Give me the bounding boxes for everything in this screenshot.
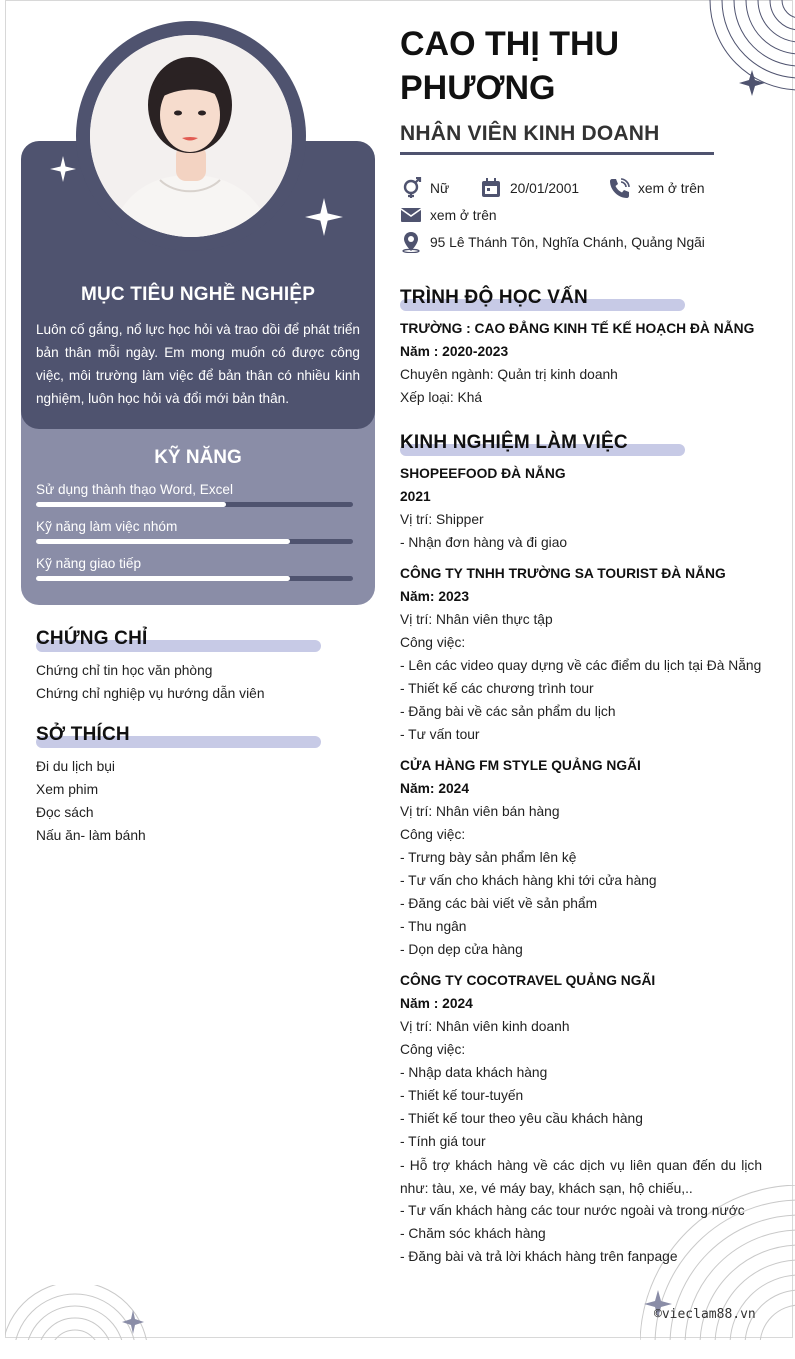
job-year: 2021: [400, 489, 431, 504]
job-task: - Nhận đơn hàng và đi giao: [400, 535, 568, 550]
phone-icon: [608, 177, 630, 199]
skills-title: KỸ NĂNG: [154, 447, 242, 468]
location-icon: [400, 231, 422, 253]
skill-bar-fill: [36, 539, 290, 544]
job-position: Vị trí: Shipper: [400, 512, 484, 527]
job-task: - Chăm sóc khách hàng: [400, 1226, 546, 1241]
phone-value: xem ở trên: [638, 180, 705, 196]
watermark: ©vieclam88.vn: [654, 1307, 756, 1322]
hobby-item: Nấu ăn- làm bánh: [36, 828, 146, 843]
hobby-item: Đi du lịch bụi: [36, 759, 115, 774]
skill-label: Sử dụng thành thạo Word, Excel: [36, 482, 234, 497]
job-task: - Đăng các bài viết về sản phẩm: [400, 896, 598, 911]
job-task: - Hỗ trợ khách hàng về các dịch vụ liên quan đến du lịch như: tàu, xe, vé máy bay, khách sạn, hộ chiếu,..: [400, 1158, 762, 1196]
job-position: Vị trí: Nhân viên kinh doanh: [400, 1019, 570, 1034]
skill-bar: [36, 502, 353, 507]
objective-panel-bottom: [21, 410, 375, 429]
calendar-icon: [480, 177, 502, 199]
gender-value: Nữ: [430, 180, 450, 196]
job-year: Năm: 2024: [400, 781, 470, 796]
job-task: - Thiết kế tour-tuyến: [400, 1088, 524, 1103]
decorative-rings-bottom-left: [5, 1285, 150, 1340]
job-position: Vị trí: Nhân viên bán hàng: [400, 804, 560, 819]
objective-title: MỤC TIÊU NGHỀ NGHIỆP: [80, 284, 316, 305]
job-year: Năm : 2024: [400, 996, 473, 1011]
skill-bar: [36, 576, 353, 581]
skill-label: Kỹ năng giao tiếp: [36, 556, 142, 571]
job-task: - Đăng bài về các sản phẩm du lịch: [400, 704, 616, 719]
mail-icon: [400, 204, 422, 226]
job-company: CỬA HÀNG FM STYLE QUẢNG NGÃI: [400, 758, 641, 773]
certificate-item: Chứng chỉ tin học văn phòng: [36, 663, 213, 678]
job-task: - Nhập data khách hàng: [400, 1065, 548, 1080]
job-title: NHÂN VIÊN KINH DOANH: [400, 122, 660, 145]
hobby-item: Đọc sách: [36, 805, 94, 820]
job-company: CÔNG TY COCOTRAVEL QUẢNG NGÃI: [400, 973, 656, 988]
experience-title: KINH NGHIỆM LÀM VIỆC: [400, 432, 628, 453]
skill-label: Kỹ năng làm việc nhóm: [36, 519, 178, 534]
objective-text: Luôn cố gắng, nổ lực học hỏi và trao dồi để phát triển bản thân mỗi ngày. Em mong muốn có được công việc, môi trường làm việc để bản thân có nhiều kinh nghiệm, luôn học hỏi và đổi mới bản thân.: [36, 322, 360, 406]
skill-bar-fill: [36, 502, 226, 507]
job-work-label: Công việc:: [400, 635, 466, 650]
education-years: Năm : 2020-2023: [400, 344, 509, 359]
education-school: TRƯỜNG : CAO ĐẲNG KINH TẾ KẾ HOẠCH ĐÀ NẴNG: [400, 321, 755, 336]
skill-bar-fill: [36, 576, 290, 581]
job-task: - Tư vấn tour: [400, 727, 480, 742]
contact-gender: [400, 177, 449, 199]
hobbies-title: SỞ THÍCH: [36, 724, 130, 745]
contact-phone: [608, 177, 705, 199]
job-task: - Thiết kế tour theo yêu cầu khách hàng: [400, 1111, 643, 1126]
candidate-name: CAO THỊ THU PHƯƠNG: [400, 25, 620, 107]
avatar: [90, 35, 292, 237]
certificates-title: CHỨNG CHỈ: [36, 628, 148, 649]
job-task: - Tính giá tour: [400, 1134, 486, 1149]
job-task: - Trưng bày sản phẩm lên kệ: [400, 850, 577, 865]
job-task: - Đăng bài và trả lời khách hàng trên fanpage: [400, 1249, 678, 1264]
job-company: SHOPEEFOOD ĐÀ NẴNG: [400, 466, 566, 481]
contact-address: [400, 231, 705, 253]
email-value: xem ở trên: [430, 207, 497, 223]
education-grade: Xếp loại: Khá: [400, 390, 483, 405]
address-value: 95 Lê Thánh Tôn, Nghĩa Chánh, Quảng Ngãi: [430, 234, 705, 250]
job-work-label: Công việc:: [400, 827, 466, 842]
sparkle-icon: [305, 198, 343, 236]
education-major: Chuyên ngành: Quản trị kinh doanh: [400, 367, 618, 382]
birthday-value: 20/01/2001: [510, 180, 580, 196]
gender-icon: [400, 177, 422, 199]
job-title-underline: [400, 152, 714, 155]
job-position: Vị trí: Nhân viên thực tập: [400, 612, 553, 627]
contact-birthday: [480, 177, 579, 199]
job-task: - Thiết kế các chương trình tour: [400, 681, 594, 696]
sparkle-icon: [50, 156, 76, 182]
job-task: - Thu ngân: [400, 919, 467, 934]
job-company: CÔNG TY TNHH TRƯỜNG SA TOURIST ĐÀ NẴNG: [400, 566, 726, 581]
job-task: - Tư vấn cho khách hàng khi tới cửa hàng: [400, 873, 657, 888]
hobby-item: Xem phim: [36, 782, 99, 797]
job-task: - Tư vấn khách hàng các tour nước ngoài và trong nước: [400, 1203, 745, 1218]
education-title: TRÌNH ĐỘ HỌC VẤN: [400, 287, 588, 308]
contact-email: [400, 204, 497, 226]
job-work-label: Công việc:: [400, 1042, 466, 1057]
job-task: - Lên các video quay dựng về các điểm du lịch tại Đà Nẵng: [400, 658, 762, 673]
certificate-item: Chứng chỉ nghiệp vụ hướng dẫn viên: [36, 686, 265, 701]
skill-bar: [36, 539, 353, 544]
job-year: Năm: 2023: [400, 589, 470, 604]
job-task: - Dọn dẹp cửa hàng: [400, 942, 523, 957]
